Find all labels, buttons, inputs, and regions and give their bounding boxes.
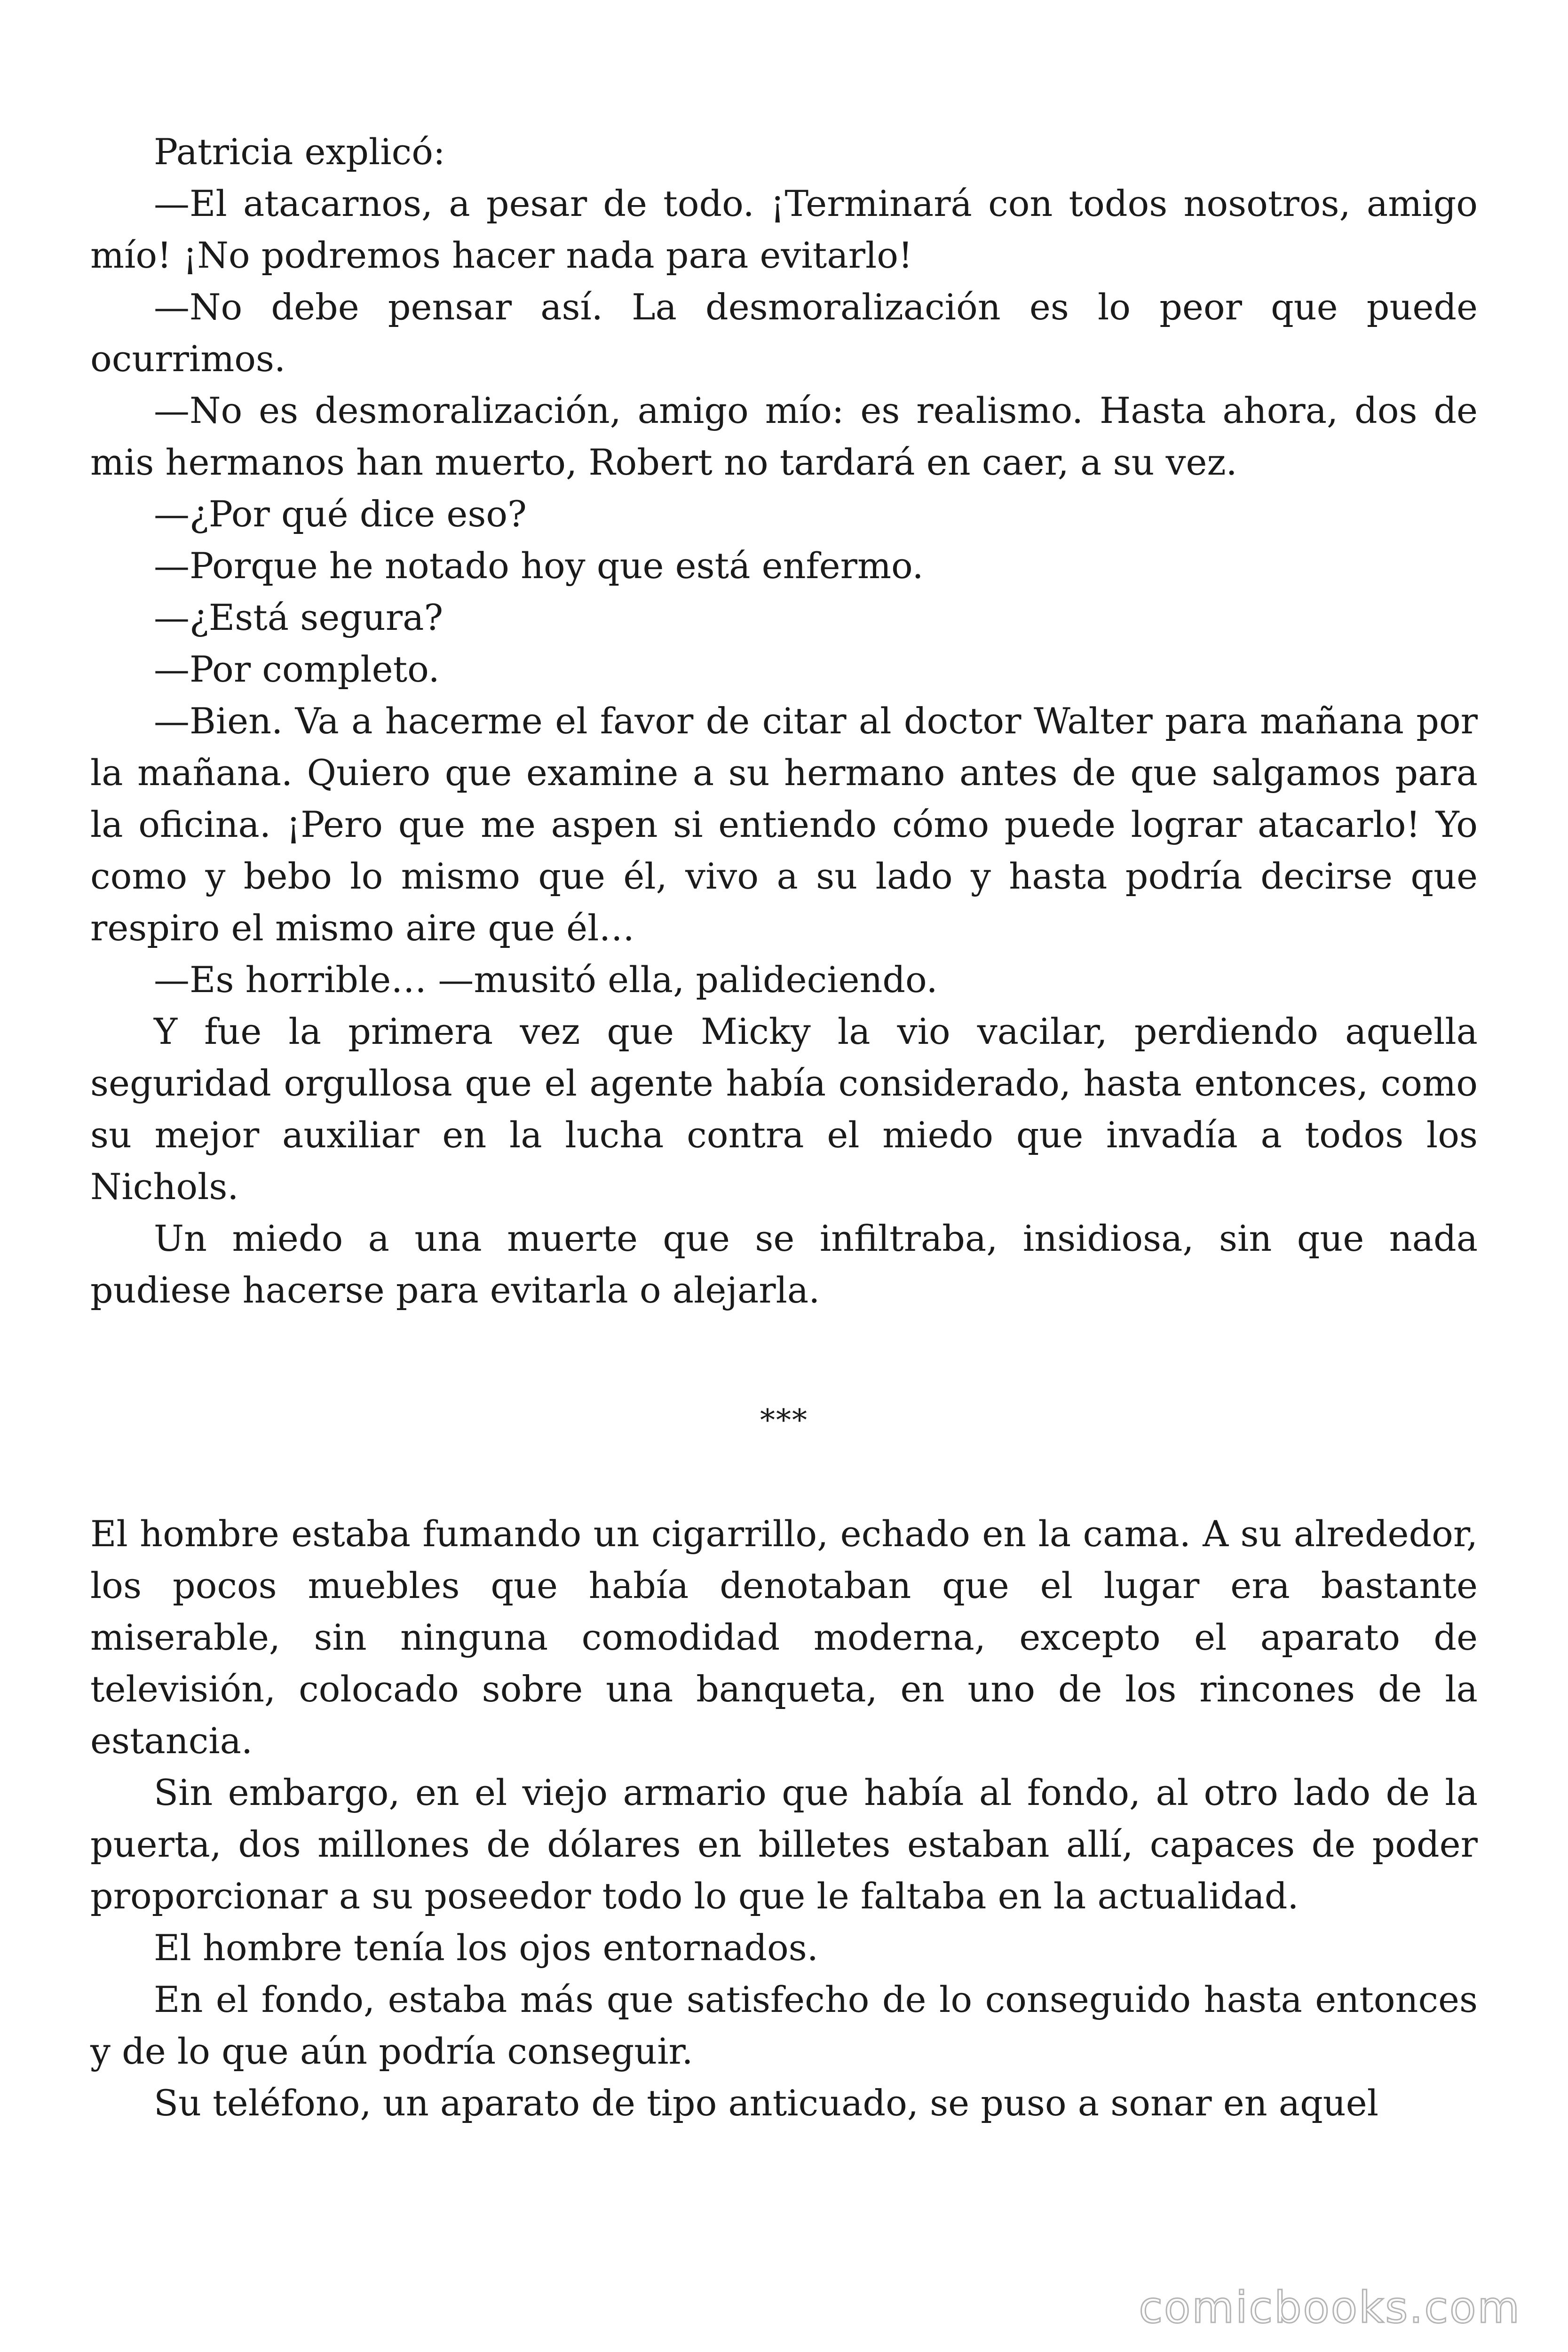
paragraph: —No debe pensar así. La desmoralización es lo peor que puede ocurrimos. [90, 286, 1478, 380]
watermark: comicbooks.com [1139, 2282, 1521, 2333]
scene-break: *** [760, 1403, 808, 1438]
paragraph: —El atacarnos, a pesar de todo. ¡Terminará con todos nosotros, amigo mío! ¡No podremos hacer nada para evitarlo! [90, 183, 1478, 276]
paragraph: —¿Por qué dice eso? [154, 493, 527, 535]
text-block-after-break [90, 1508, 1478, 2129]
paragraph: En el fondo, estaba más que satisfecho de lo conseguido hasta entonces y de lo que aún podría conseguir. [90, 1979, 1478, 2072]
paragraph: —¿Está segura? [154, 596, 443, 638]
paragraph: —Por completo. [154, 648, 440, 690]
text-block-before-break [90, 126, 1478, 1316]
paragraph: —Bien. Va a hacerme el favor de citar al doctor Walter para mañana por la mañana. Quiero que examine a su hermano antes de que salgamos para la oficina. ¡Pero que me aspen si entiendo cómo puede lograr atacarlo! Yo como y bebo lo mismo que él, vivo a su lado y hasta podría decirse que respiro el mismo aire que él… [90, 700, 1478, 949]
paragraph: —No es desmoralización, amigo mío: es realismo. Hasta ahora, dos de mis hermanos han muerto, Robert no tardará en caer, a su vez. [90, 389, 1478, 483]
paragraph: Patricia explicó: [154, 131, 445, 173]
paragraph: El hombre estaba fumando un cigarrillo, echado en la cama. A su alrededor, los pocos muebles que había denotaban que el lugar era bastante miserable, sin ninguna comodidad moderna, excepto el aparato de televisión, colocado sobre una banqueta, en uno de los rincones de la estancia. [90, 1513, 1478, 1762]
paragraph: —Porque he notado hoy que está enfermo. [154, 545, 924, 587]
paragraph: Sin embargo, en el viejo armario que había al fondo, al otro lado de la puerta, dos millones de dólares en billetes estaban allí, capaces de poder proporcionar a su poseedor todo lo que le faltaba en la actualidad. [90, 1772, 1478, 1917]
paragraph: El hombre tenía los ojos entornados. [154, 1927, 818, 1969]
paragraph: Y fue la primera vez que Micky la vio vacilar, perdiendo aquella seguridad orgullosa que el agente había considerado, hasta entonces, como su mejor auxiliar en la lucha contra el miedo que invadía a todos los Nichols. [90, 1010, 1478, 1208]
paragraph: Un miedo a una muerte que se infiltraba, insidiosa, sin que nada pudiese hacerse para evitarla o alejarla. [90, 1217, 1478, 1311]
paragraph: —Es horrible… —musitó ella, palideciendo. [154, 959, 938, 1001]
paragraph: Su teléfono, un aparato de tipo anticuado, se puso a sonar en aquel [154, 2082, 1379, 2124]
